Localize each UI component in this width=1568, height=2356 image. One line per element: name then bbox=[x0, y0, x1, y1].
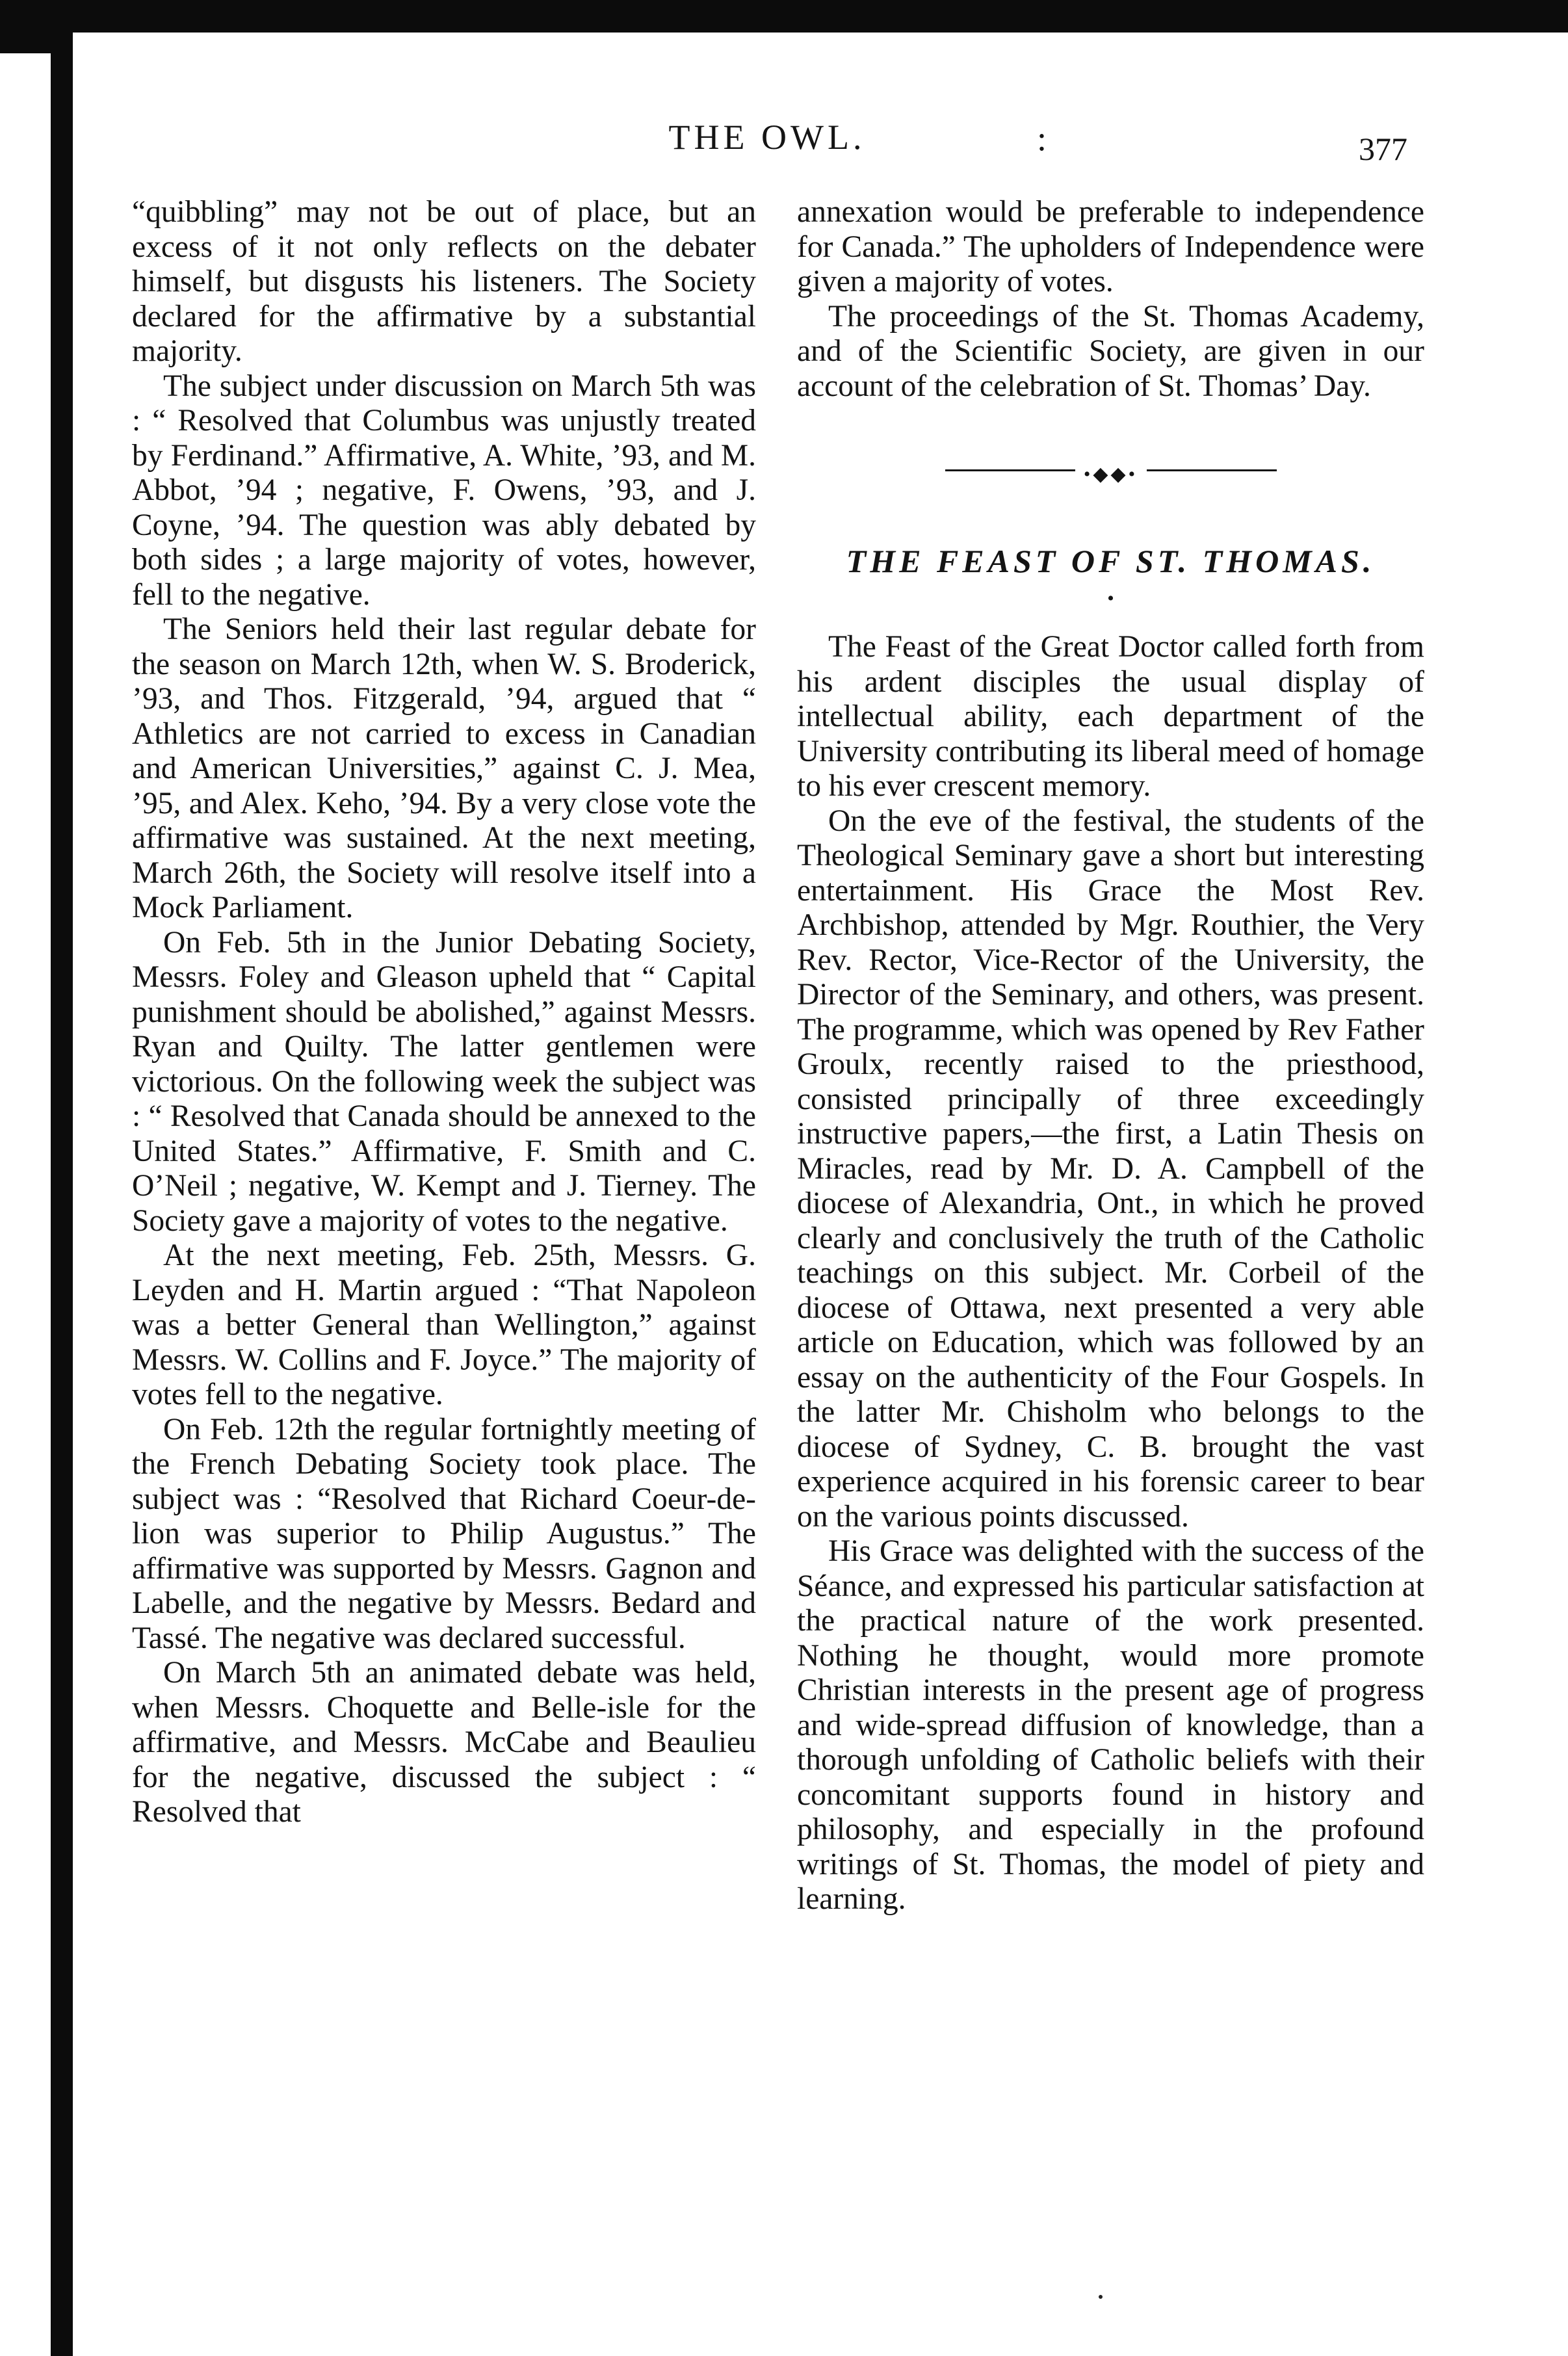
divider-line-right bbox=[1147, 469, 1277, 471]
paragraph: On Feb. 12th the regular fortnightly meeting of the French Debating Society took place. The subject was : “Resolved that Richard Coeur-de-lion was superior to Philip Augustus.” The affirmative was supported by Messrs. Gagnon and Labelle, and the negative by Messrs. Bedard and Tassé. The negative was declared successful. bbox=[132, 1412, 756, 1655]
paragraph: On Feb. 5th in the Junior Debating Society, Messrs. Foley and Gleason upheld that “ Capital punishment should be abolished,” against Messrs. Ryan and Quilty. The latter gentlemen were victorious. On the following week the subject was : “ Resolved that Canada should be annexed to the United States.” Affirmative, F. Smith and C. O’Neil ; negative, W. Kempt and J. Tierney. The Society gave a majority of votes to the negative. bbox=[132, 925, 756, 1238]
scan-border-left bbox=[51, 31, 73, 2356]
paragraph: The Seniors held their last regular debate for the season on March 12th, when W. S. Broderick, ’93, and Thos. Fitzgerald, ’94, argued that “ Athletics are not carried to excess in Canadian and American Universities,” against C. J. Mea, ’95, and Alex. Keho, ’94. By a very close vote the affirmative was sustained. At the next meeting, March 26th, the Society will resolve itself into a Mock Parliament. bbox=[132, 612, 756, 924]
paragraph: At the next meeting, Feb. 25th, Messrs. G. Leyden and H. Martin argued : “That Napoleon was a better General than Wellington,” against Messrs. W. Collins and F. Joyce.” The majority of votes fell to the negative. bbox=[132, 1238, 756, 1411]
header-colon-mark: : bbox=[1037, 119, 1047, 158]
paragraph: On March 5th an animated debate was held, when Messrs. Choquette and Belle-isle for the affirmative, and Messrs. McCabe and Beaulieu for the negative, discussed the subject : “ Resolved that bbox=[132, 1656, 756, 1829]
running-header-title: THE OWL. bbox=[668, 118, 866, 157]
paragraph: The proceedings of the St. Thomas Academy, and of the Scientific Society, are given in our account of the celebration of St. Thomas’ Day. bbox=[797, 299, 1424, 403]
scan-border-top bbox=[0, 0, 1568, 33]
divider-line-left bbox=[945, 469, 1075, 471]
divider-ornament: •◆◆• bbox=[1083, 464, 1138, 485]
paragraph: The subject under discussion on March 5th was : “ Resolved that Columbus was unjustly treated by Ferdinand.” Affirmative, A. White, ’93, and M. Abbot, ’94 ; negative, F. Owens, ’93, and J. Coyne, ’94. The question was ably debated by both sides ; a large majority of votes, however, fell to the negative. bbox=[132, 369, 756, 612]
title-bullet-mark: • bbox=[1107, 588, 1114, 609]
paragraph: On the eve of the festival, the students of the Theological Seminary gave a short but interesting entertainment. His Grace the Most Rev. Archbishop, attended by Mgr. Routhier, the Very Rev. Rector, Vice-Rector of the University, the Director of the Seminary, and others, was present. The programme, which was opened by Rev Father Groulx, recently raised to the priesthood, consisted principally of three exceedingly instructive papers,—the first, a Latin Thesis on Miracles, read by Mr. D. A. Campbell of the diocese of Alexandria, Ont., in which he proved clearly and conclusively the truth of the Catholic teachings on this subject. Mr. Corbeil of the diocese of Ottawa, next presented a very able article on Education, which was followed by an essay on the authenticity of the Four Gospels. In the latter Mr. Chisholm who belongs to the diocese of Sydney, C. B. brought the vast experience acquired in his forensic career to bear on the various points discussed. bbox=[797, 804, 1424, 1534]
paragraph: The Feast of the Great Doctor called forth from his ardent disciples the usual display of intellectual ability, each department of the University contributing its liberal meed of homage to his ever crescent memory. bbox=[797, 630, 1424, 803]
section-divider bbox=[945, 461, 1277, 485]
right-column bbox=[797, 195, 1424, 1917]
paragraph: “quibbling” may not be out of place, but an excess of it not only reflects on the debater himself, but disgusts his listeners. The Society declared for the affirmative by a substantial majority. bbox=[132, 195, 756, 368]
left-column bbox=[132, 195, 756, 1830]
article-title: THE FEAST OF ST. THOMAS. bbox=[846, 543, 1376, 579]
paragraph: His Grace was delighted with the success of the Séance, and expressed his particular satisfaction at the practical nature of the work presented. Nothing he thought, would more promote Christian interests in the present age of progress and wide-spread diffusion of knowledge, than a thorough unfolding of Catholic beliefs with their concomitant supports found in history and philosophy, and especially in the profound writings of St. Thomas, the model of piety and learning. bbox=[797, 1534, 1424, 1916]
page-number: 377 bbox=[1359, 131, 1407, 167]
stray-ink-mark bbox=[1099, 2295, 1103, 2299]
paragraph: annexation would be preferable to independence for Canada.” The upholders of Independence were given a majority of votes. bbox=[797, 195, 1424, 298]
